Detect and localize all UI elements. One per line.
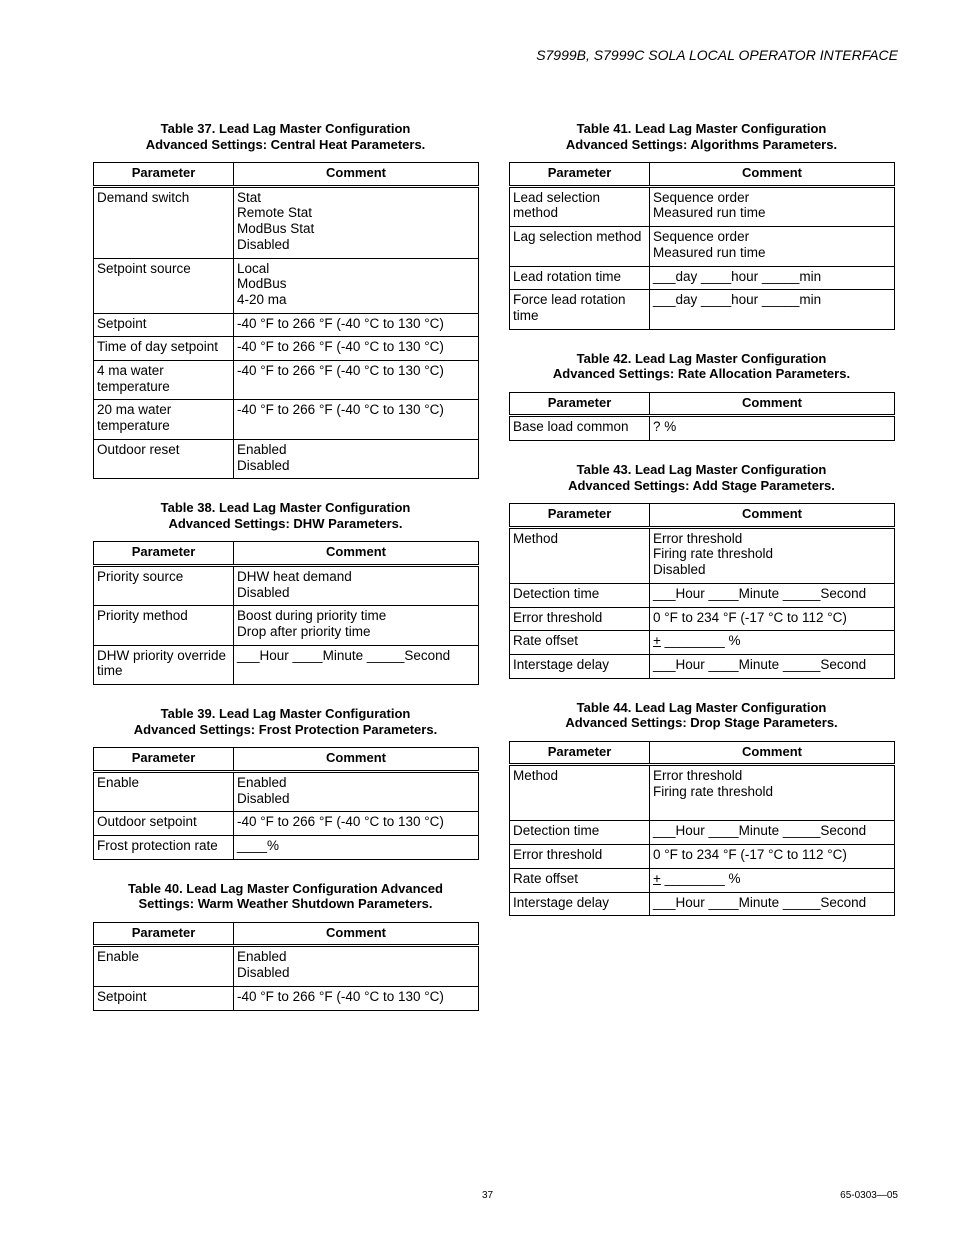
page-number: 37	[482, 1190, 494, 1201]
param-text: Enable	[97, 774, 140, 790]
left-column	[93, 121, 478, 1032]
caption-line: Advanced Settings: DHW Parameters.	[168, 515, 403, 531]
parameter-table	[93, 922, 479, 1011]
param-text: Interstage delay	[513, 894, 610, 910]
param-text: 20 ma water temperature	[97, 402, 172, 434]
comment-cell	[650, 892, 895, 916]
comment-cell	[234, 258, 479, 313]
parameter-table	[509, 503, 895, 679]
document-code: 65-0303—05	[840, 1190, 898, 1201]
param-cell	[510, 416, 650, 441]
header-comment: Comment	[650, 741, 895, 765]
param-cell	[510, 527, 650, 583]
header-parameter: Parameter	[510, 392, 650, 416]
header-parameter: Parameter	[510, 504, 650, 528]
comment-line: DHW heat demand	[237, 568, 352, 584]
param-cell	[94, 186, 234, 258]
header-comment: Comment	[234, 542, 479, 566]
param-cell	[510, 845, 650, 869]
header-parameter: Parameter	[94, 748, 234, 772]
table-row	[510, 266, 895, 290]
param-text: Rate offset	[513, 870, 579, 886]
header-parameter: Parameter	[94, 542, 234, 566]
comment-cell	[650, 416, 895, 441]
comment-line: ___Hour ____Minute _____Second	[653, 585, 867, 601]
param-cell	[510, 186, 650, 226]
comment-cell	[234, 771, 479, 811]
comment-cell	[650, 186, 895, 226]
comment-line: -40 °F to 266 °F (-40 °C to 130 °C)	[237, 339, 444, 355]
param-text: Setpoint	[97, 988, 147, 1004]
param-cell	[94, 812, 234, 836]
param-cell	[510, 821, 650, 845]
table-44	[509, 700, 894, 917]
comment-cell	[650, 527, 895, 583]
caption-line: Table 44. Lead Lag Master Configuration	[576, 699, 827, 715]
comment-line: Firing rate threshold	[653, 546, 774, 562]
param-cell	[94, 258, 234, 313]
param-cell	[510, 290, 650, 329]
comment-cell	[234, 645, 479, 684]
param-cell	[94, 313, 234, 337]
table-38	[93, 500, 478, 685]
comment-cell	[234, 812, 479, 836]
table-row	[510, 186, 895, 226]
comment-line: ___day ____hour _____min	[653, 268, 822, 284]
comment-line: Enabled	[237, 949, 287, 965]
comment-line: Remote Stat	[237, 205, 313, 221]
param-cell	[510, 868, 650, 892]
header-comment: Comment	[650, 392, 895, 416]
table-row	[510, 868, 895, 892]
comment-line: Error threshold	[653, 530, 743, 546]
param-text: Error threshold	[513, 847, 603, 863]
param-cell	[94, 439, 234, 478]
comment-line	[653, 800, 892, 816]
header-comment: Comment	[234, 163, 479, 187]
comment-cell	[234, 835, 479, 859]
table-row	[94, 337, 479, 361]
comment-line: Stat	[237, 189, 262, 205]
param-text: Force lead rotation time	[513, 292, 626, 323]
param-cell	[94, 565, 234, 605]
comment-cell	[234, 439, 479, 478]
param-text: Priority method	[97, 608, 188, 624]
comment-line: ModBus	[237, 276, 287, 292]
caption-line: Table 42. Lead Lag Master Configuration	[576, 350, 827, 366]
parameter-table	[93, 747, 479, 860]
comment-line: -40 °F to 266 °F (-40 °C to 130 °C)	[237, 402, 444, 418]
comment-cell	[234, 946, 479, 986]
param-text: Detection time	[513, 585, 600, 601]
param-text: Base load common	[513, 419, 629, 435]
table-caption	[509, 121, 894, 152]
table-row	[94, 946, 479, 986]
table-row	[94, 812, 479, 836]
param-text: Interstage delay	[513, 656, 610, 672]
comment-line: ___Hour ____Minute _____Second	[653, 656, 867, 672]
table-42	[509, 351, 894, 441]
table-row	[94, 986, 479, 1010]
table-row	[94, 835, 479, 859]
comment-cell	[234, 337, 479, 361]
param-cell	[510, 227, 650, 266]
table-caption	[93, 500, 478, 531]
parameter-table	[509, 741, 895, 917]
comment-cell	[234, 361, 479, 400]
comment-line: ____%	[237, 837, 280, 853]
param-text: Outdoor setpoint	[97, 814, 197, 830]
comment-cell	[650, 607, 895, 631]
comment-cell	[234, 606, 479, 645]
table-row	[94, 565, 479, 605]
table-row	[94, 258, 479, 313]
comment-line: Drop after priority time	[237, 624, 371, 640]
comment-line: Sequence order	[653, 189, 750, 205]
param-text: Lead rotation time	[513, 268, 622, 284]
table-row	[510, 290, 895, 329]
caption-line: Advanced Settings: Rate Allocation Parameters.	[552, 366, 851, 382]
table-row	[94, 439, 479, 478]
table-row	[510, 227, 895, 266]
caption-line: Table 37. Lead Lag Master Configuration	[160, 121, 411, 136]
parameter-table	[93, 541, 479, 685]
param-text: Setpoint source	[97, 260, 191, 276]
caption-line: Advanced Settings: Add Stage Parameters.	[568, 477, 835, 493]
comment-line: Error threshold	[653, 768, 743, 784]
param-text: Lead selection method	[513, 189, 601, 221]
param-text: Demand switch	[97, 189, 190, 205]
caption-line: Advanced Settings: Drop Stage Parameters.	[565, 715, 838, 731]
param-cell	[510, 654, 650, 678]
comment-line: 0 °F to 234 °F (-17 °C to 112 °C)	[653, 847, 847, 863]
comment-line: + ________ %	[653, 633, 741, 649]
comment-line: ? %	[653, 419, 677, 435]
table-row	[94, 771, 479, 811]
comment-cell	[650, 821, 895, 845]
table-row	[510, 765, 895, 821]
right-column	[509, 121, 894, 937]
comment-line: Measured run time	[653, 205, 766, 221]
table-row	[510, 631, 895, 655]
comment-line: ModBus Stat	[237, 221, 315, 237]
param-text: Lag selection method	[513, 229, 642, 245]
comment-cell	[650, 266, 895, 290]
caption-line: Table 43. Lead Lag Master Configuration	[576, 462, 827, 478]
comment-cell	[650, 765, 895, 821]
param-cell	[94, 361, 234, 400]
comment-line: ___Hour ____Minute _____Second	[653, 894, 867, 910]
caption-line: Table 38. Lead Lag Master Configuration	[160, 500, 411, 516]
param-cell	[510, 607, 650, 631]
param-text: Setpoint	[97, 315, 147, 331]
param-cell	[94, 986, 234, 1010]
caption-line: Table 40. Lead Lag Master Configuration Advanced	[128, 880, 443, 896]
table-row	[510, 654, 895, 678]
table-row	[510, 892, 895, 916]
table-43	[509, 462, 894, 679]
comment-line: -40 °F to 266 °F (-40 °C to 130 °C)	[237, 814, 444, 830]
caption-line: Advanced Settings: Frost Protection Parameters.	[133, 721, 438, 737]
comment-line: Disabled	[237, 236, 290, 252]
table-row	[94, 186, 479, 258]
table-40	[93, 881, 478, 1011]
param-text: Method	[513, 530, 559, 546]
table-row	[94, 361, 479, 400]
table-row	[510, 527, 895, 583]
comment-line: Enabled	[237, 774, 287, 790]
caption-line: Advanced Settings: Central Heat Parameters.	[145, 136, 426, 152]
param-cell	[94, 835, 234, 859]
table-caption	[93, 881, 478, 912]
table-row	[94, 606, 479, 645]
comment-cell	[650, 227, 895, 266]
header-parameter: Parameter	[94, 922, 234, 946]
comment-cell	[234, 186, 479, 258]
header-comment: Comment	[650, 504, 895, 528]
running-header: S7999B, S7999C SOLA LOCAL OPERATOR INTERFACE	[536, 47, 898, 63]
comment-line: 0 °F to 234 °F (-17 °C to 112 °C)	[653, 609, 847, 625]
parameter-table	[509, 392, 895, 441]
table-caption	[93, 121, 478, 152]
table-row	[510, 845, 895, 869]
comment-line: Boost during priority time	[237, 608, 387, 624]
comment-line: Disabled	[237, 965, 290, 981]
comment-line: Local	[237, 260, 270, 276]
comment-line: ___Hour ____Minute _____Second	[653, 823, 867, 839]
param-cell	[94, 645, 234, 684]
comment-cell	[650, 845, 895, 869]
caption-line: Advanced Settings: Algorithms Parameters.	[565, 136, 838, 152]
comment-line: -40 °F to 266 °F (-40 °C to 130 °C)	[237, 988, 444, 1004]
param-text: Error threshold	[513, 609, 603, 625]
table-row	[510, 607, 895, 631]
header-comment: Comment	[650, 163, 895, 187]
comment-line: ___day ____hour _____min	[653, 292, 822, 308]
table-39	[93, 706, 478, 860]
param-text: Detection time	[513, 823, 600, 839]
comment-line: Disabled	[237, 584, 290, 600]
comment-line: Sequence order	[653, 229, 750, 245]
comment-line: Disabled	[237, 457, 290, 473]
param-cell	[94, 606, 234, 645]
comment-cell	[650, 654, 895, 678]
table-row	[510, 416, 895, 441]
param-cell	[510, 266, 650, 290]
header-comment: Comment	[234, 748, 479, 772]
table-row	[94, 400, 479, 439]
comment-line: ___Hour ____Minute _____Second	[237, 647, 451, 663]
table-row	[510, 821, 895, 845]
comment-cell	[650, 868, 895, 892]
header-parameter: Parameter	[510, 741, 650, 765]
param-text: 4 ma water temperature	[97, 363, 170, 394]
comment-cell	[234, 400, 479, 439]
comment-cell	[650, 631, 895, 655]
comment-line: -40 °F to 266 °F (-40 °C to 130 °C)	[237, 315, 444, 331]
param-cell	[510, 583, 650, 607]
table-caption	[93, 706, 478, 737]
table-caption	[509, 700, 894, 731]
param-text: Time of day setpoint	[97, 339, 219, 355]
header-parameter: Parameter	[510, 163, 650, 187]
caption-line: Settings: Warm Weather Shutdown Parameters.	[138, 896, 433, 912]
comment-line: Disabled	[237, 790, 290, 806]
param-text: Outdoor reset	[97, 441, 180, 457]
table-row	[94, 645, 479, 684]
header-comment: Comment	[234, 922, 479, 946]
comment-cell	[234, 986, 479, 1010]
comment-line: -40 °F to 266 °F (-40 °C to 130 °C)	[237, 363, 444, 379]
comment-line: 4-20 ma	[237, 291, 287, 307]
caption-line: Table 41. Lead Lag Master Configuration	[576, 121, 827, 136]
param-cell	[94, 771, 234, 811]
param-cell	[510, 765, 650, 821]
param-cell	[510, 892, 650, 916]
param-text: Frost protection rate	[97, 837, 218, 853]
table-41	[509, 121, 894, 330]
param-text: Enable	[97, 949, 140, 965]
comment-cell	[234, 565, 479, 605]
comment-cell	[650, 583, 895, 607]
caption-line: Table 39. Lead Lag Master Configuration	[160, 706, 411, 722]
table-row	[94, 313, 479, 337]
param-cell	[94, 400, 234, 439]
table-caption	[509, 462, 894, 493]
table-37	[93, 121, 478, 479]
comment-cell	[650, 290, 895, 329]
header-parameter: Parameter	[94, 163, 234, 187]
parameter-table	[509, 162, 895, 330]
param-text: Method	[513, 768, 559, 784]
comment-line: + ________ %	[653, 870, 741, 886]
table-row	[510, 583, 895, 607]
table-caption	[509, 351, 894, 382]
param-cell	[94, 337, 234, 361]
param-cell	[510, 631, 650, 655]
param-cell	[94, 946, 234, 986]
comment-line: Disabled	[653, 562, 706, 578]
parameter-table	[93, 162, 479, 479]
comment-line: Firing rate threshold	[653, 784, 774, 800]
param-text: Rate offset	[513, 633, 579, 649]
comment-line: Measured run time	[653, 244, 766, 260]
comment-line: Enabled	[237, 441, 287, 457]
param-text: DHW priority override time	[97, 647, 227, 679]
param-text: Priority source	[97, 568, 184, 584]
comment-cell	[234, 313, 479, 337]
